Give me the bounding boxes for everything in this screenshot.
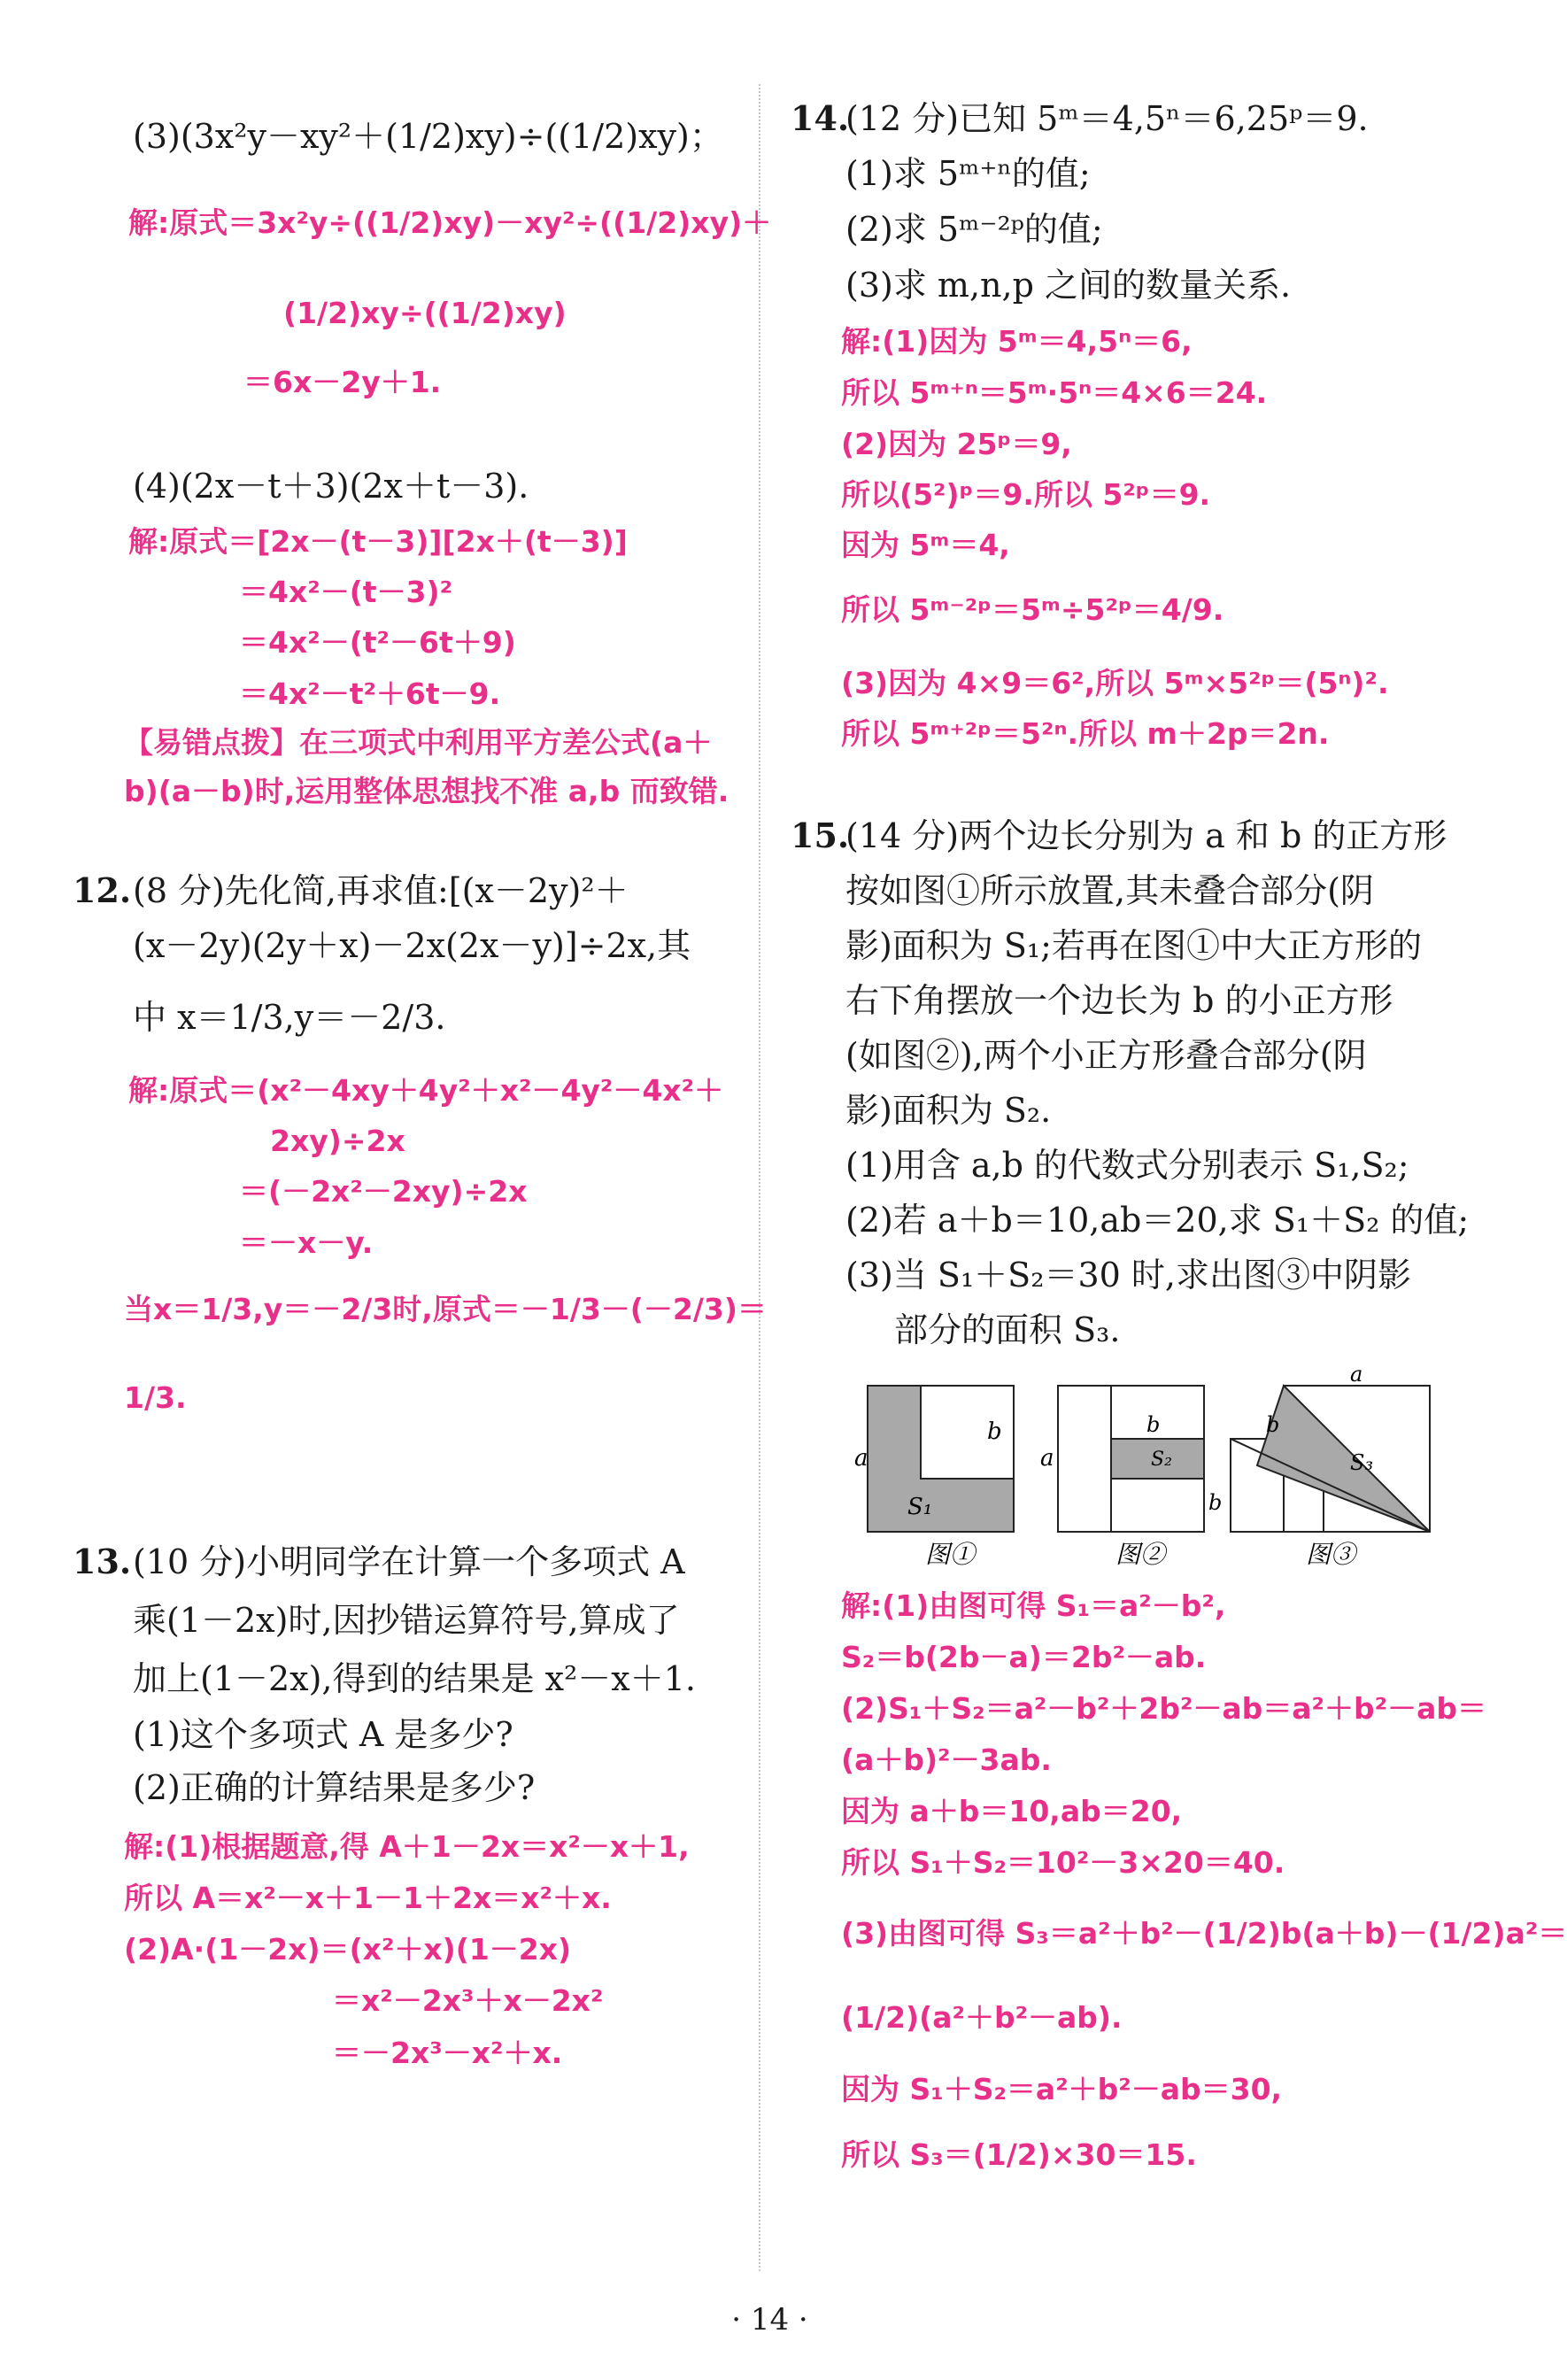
q15-line4: 右下角摆放一个边长为 b 的小正方形	[845, 981, 1393, 1020]
fig1-label-s1: S₁	[907, 1494, 933, 1520]
fig3-caption: 图③	[1306, 1540, 1356, 1569]
q11-4-solution-line3: ＝4x²－(t²－6t＋9)	[239, 625, 516, 660]
figure-3	[1231, 1362, 1430, 1569]
fig2-label-b-right: b	[1208, 1490, 1223, 1515]
fig1-label-a: a	[854, 1445, 868, 1472]
q12-line1: (8 分)先化简,再求值:[(x－2y)²＋	[133, 871, 629, 910]
q12-solution-line4: ＝－x－y.	[239, 1225, 374, 1260]
q11-4-error-tip-line1: 【易错点拨】在三项式中利用平方差公式(a＋	[124, 725, 713, 760]
q14-line4: (3)求 m,n,p 之间的数量关系.	[845, 266, 1292, 305]
q12-line3: 中 x＝1/3,y＝－2/3.	[133, 998, 446, 1037]
fig2-label-s2: S₂	[1151, 1449, 1172, 1471]
q13-line2: 乘(1－2x)时,因抄错运算符号,算成了	[133, 1601, 680, 1640]
q15-line8: (2)若 a＋b＝10,ab＝20,求 S₁＋S₂ 的值;	[845, 1201, 1470, 1240]
q15-solution-line3: (2)S₁＋S₂＝a²－b²＋2b²－ab＝a²＋b²－ab＝	[841, 1691, 1486, 1726]
q14-solution-line8: 所以 5ᵐ⁺²ᵖ＝5²ⁿ.所以 m＋2p＝2n.	[841, 716, 1330, 751]
q13-solution-line1: 解:(1)根据题意,得 A＋1－2x＝x²－x＋1,	[124, 1829, 690, 1864]
q15-line7: (1)用含 a,b 的代数式分别表示 S₁,S₂;	[845, 1146, 1409, 1185]
q15-solution-line7: (3)由图可得 S₃＝a²＋b²－(1/2)b(a＋b)－(1/2)a²＝	[841, 1916, 1567, 1951]
q11-4-error-tip-line2: b)(a－b)时,运用整体思想找不准 a,b 而致错.	[124, 774, 729, 808]
fig3-label-b: b	[1266, 1412, 1280, 1437]
q15-line9: (3)当 S₁＋S₂＝30 时,求出图③中阴影	[845, 1256, 1411, 1294]
q14-number: 14.	[791, 98, 850, 138]
fig2-label-b-top: b	[1146, 1412, 1161, 1437]
q14-solution-line7: (3)因为 4×9＝6²,所以 5ᵐ×5²ᵖ＝(5ⁿ)².	[841, 666, 1389, 700]
q11-3-solution-line2: (1/2)xy÷((1/2)xy)	[283, 296, 567, 330]
q15-solution-line10: 所以 S₃＝(1/2)×30＝15.	[841, 2137, 1197, 2172]
q14-line1: (12 分)已知 5ᵐ＝4,5ⁿ＝6,25ᵖ＝9.	[845, 99, 1369, 138]
q11-4-solution-line4: ＝4x²－t²＋6t－9.	[239, 676, 501, 711]
figure-1	[854, 1386, 1014, 1569]
q11-3-solution-line1: 解:原式＝3x²y÷((1/2)xy)－xy²÷((1/2)xy)＋	[128, 205, 772, 240]
q13-solution-line2: 所以 A＝x²－x＋1－1＋2x＝x²＋x.	[124, 1881, 612, 1915]
q14-solution-line6: 所以 5ᵐ⁻²ᵖ＝5ᵐ÷5²ᵖ＝4/9.	[841, 592, 1224, 627]
q15-solution-line8: (1/2)(a²＋b²－ab).	[841, 2000, 1123, 2035]
q11-4-problem: (4)(2x－t＋3)(2x＋t－3).	[133, 467, 529, 506]
fig2-label-a: a	[1040, 1445, 1054, 1472]
q15-solution-line1: 解:(1)由图可得 S₁＝a²－b²,	[841, 1588, 1226, 1623]
fig3-label-a: a	[1350, 1362, 1363, 1387]
q13-line5: (2)正确的计算结果是多少?	[133, 1768, 536, 1807]
q11-3-problem: (3)(3x²y－xy²＋(1/2)xy)÷((1/2)xy)；	[133, 117, 723, 156]
q15-figures	[850, 1362, 1452, 1569]
q11-4-solution-line1: 解:原式＝[2x－(t－3)][2x＋(t－3)]	[128, 524, 628, 559]
q12-solution-line2: 2xy)÷2x	[270, 1124, 405, 1158]
q13-solution-line3: (2)A·(1－2x)＝(x²＋x)(1－2x)	[124, 1932, 572, 1967]
q15-solution-line9: 因为 S₁＋S₂＝a²＋b²－ab＝30,	[841, 2072, 1283, 2106]
q14-solution-line1: 解:(1)因为 5ᵐ＝4,5ⁿ＝6,	[841, 324, 1193, 359]
q11-4-solution-line2: ＝4x²－(t－3)²	[239, 575, 453, 609]
q12-solution-line6: 1/3.	[124, 1380, 187, 1415]
q15-solution-line5: 因为 a＋b＝10,ab＝20,	[841, 1794, 1183, 1828]
q15-number: 15.	[791, 815, 850, 855]
fig2-caption: 图②	[1115, 1540, 1166, 1569]
q14-solution-line3: (2)因为 25ᵖ＝9,	[841, 427, 1072, 461]
fig3-label-s3: S₃	[1350, 1450, 1374, 1475]
q14-line2: (1)求 5ᵐ⁺ⁿ的值;	[845, 154, 1091, 193]
q13-number: 13.	[73, 1542, 132, 1581]
fig1-caption: 图①	[925, 1540, 976, 1569]
q12-line2: (x－2y)(2y＋x)－2x(2x－y)]÷2x,其	[133, 926, 691, 965]
q14-line3: (2)求 5ᵐ⁻²ᵖ的值;	[845, 210, 1103, 249]
q13-line4: (1)这个多项式 A 是多少?	[133, 1715, 513, 1754]
q14-solution-line2: 所以 5ᵐ⁺ⁿ＝5ᵐ·5ⁿ＝4×6＝24.	[841, 375, 1268, 410]
q12-solution-line5: 当x＝1/3,y＝－2/3时,原式＝－1/3－(－2/3)＝	[124, 1292, 767, 1326]
q14-solution-line4: 所以(5²)ᵖ＝9.所以 5²ᵖ＝9.	[841, 477, 1211, 512]
figure-2	[1040, 1386, 1222, 1569]
q11-3-solution-line3: ＝6x－2y＋1.	[243, 365, 442, 399]
q12-solution-line1: 解:原式＝(x²－4xy＋4y²＋x²－4y²－4x²＋	[128, 1073, 724, 1108]
fig1-label-b: b	[987, 1418, 1002, 1445]
q15-line3: 影)面积为 S₁;若再在图①中大正方形的	[845, 926, 1422, 965]
q15-line10: 部分的面积 S₃.	[894, 1310, 1121, 1349]
q15-line6: 影)面积为 S₂.	[845, 1091, 1052, 1130]
q15-solution-line4: (a＋b)²－3ab.	[841, 1742, 1052, 1777]
q14-solution-line5: 因为 5ᵐ＝4,	[841, 528, 1010, 562]
q13-solution-line4: ＝x²－2x³＋x－2x²	[332, 1983, 604, 2018]
q13-solution-line5: ＝－2x³－x²＋x.	[332, 2036, 563, 2070]
q15-solution-line2: S₂＝b(2b－a)＝2b²－ab.	[841, 1640, 1207, 1674]
q13-line1: (10 分)小明同学在计算一个多项式 A	[133, 1542, 685, 1581]
q12-number: 12.	[73, 870, 132, 910]
q15-line5: (如图②),两个小正方形叠合部分(阴	[845, 1036, 1367, 1075]
q12-solution-line3: ＝(－2x²－2xy)÷2x	[239, 1174, 528, 1209]
q15-line1: (14 分)两个边长分别为 a 和 b 的正方形	[845, 816, 1447, 855]
column-divider	[759, 84, 760, 2271]
q13-line3: 加上(1－2x),得到的结果是 x²－x＋1.	[133, 1659, 696, 1698]
q15-solution-line6: 所以 S₁＋S₂＝10²－3×20＝40.	[841, 1845, 1285, 1880]
q15-line2: 按如图①所示放置,其未叠合部分(阴	[845, 871, 1374, 910]
page-number: · 14 ·	[731, 2302, 808, 2338]
